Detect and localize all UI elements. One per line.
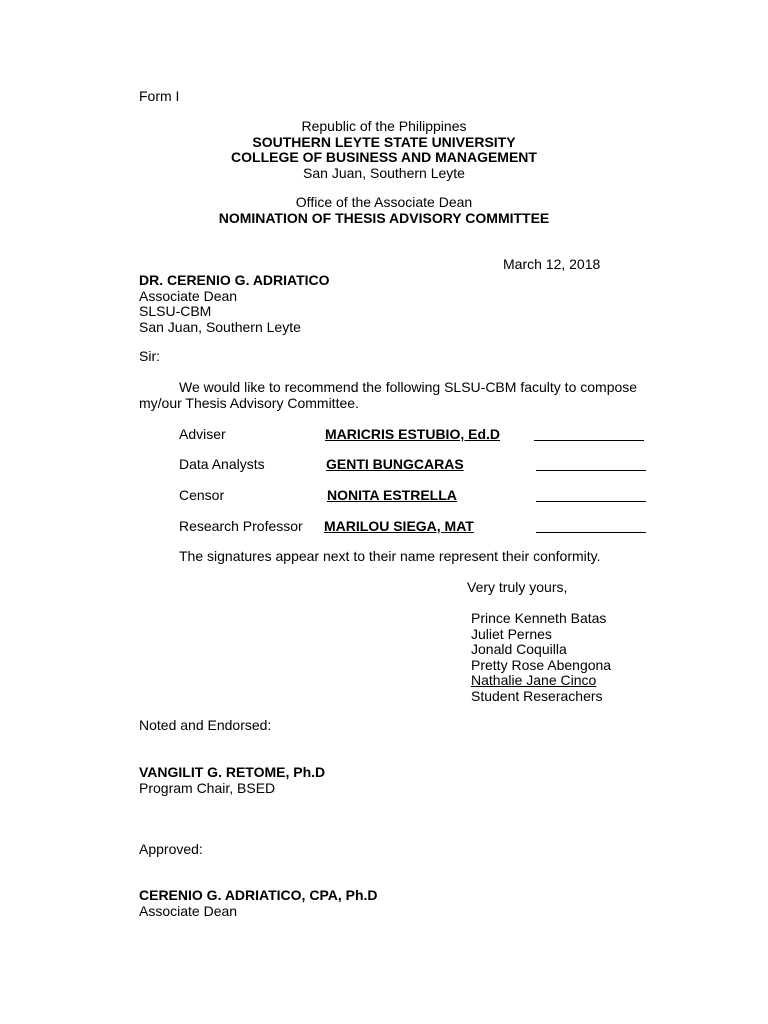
committee-role-research-professor: Research Professor — [179, 518, 303, 534]
signature-line-adviser — [534, 440, 644, 441]
addressee-name: DR. CERENIO G. ADRIATICO — [139, 272, 330, 288]
letter-date: March 12, 2018 — [503, 256, 601, 272]
addressee-position: Associate Dean — [139, 287, 238, 304]
committee-name-censor: NONITA ESTRELLA — [327, 487, 457, 503]
addressee-unit: SLSU-CBM — [139, 303, 212, 319]
noted-label: Noted and Endorsed: — [139, 717, 272, 733]
form-label: Form I — [139, 88, 180, 104]
republic-line: Republic of the Philippines — [301, 118, 467, 134]
committee-role-adviser: Adviser — [179, 426, 226, 442]
college-name: COLLEGE OF BUSINESS AND MANAGEMENT — [231, 149, 537, 165]
researcher-name: Juliet Pernes — [471, 625, 552, 642]
committee-name-adviser: MARICRIS ESTUBIO, Ed.D — [325, 426, 501, 442]
signature-line-censor — [536, 501, 646, 502]
approved-position: Associate Dean — [139, 903, 238, 919]
approved-name: CERENIO G. ADRIATICO, CPA, Ph.D — [139, 887, 378, 903]
body-line-1: We would like to recommend the following SLSU-CBM faculty to compose — [179, 379, 638, 395]
noted-name: VANGILIT G. RETOME, Ph.D — [139, 764, 326, 780]
noted-position: Program Chair, BSED — [139, 780, 276, 796]
office-line: Office of the Associate Dean — [295, 194, 473, 210]
researchers-list — [471, 611, 611, 704]
researcher-name: Prince Kenneth Batas — [471, 610, 607, 626]
conformity-note: The signatures appear next to their name represent their conformity. — [179, 548, 601, 564]
committee-name-data-analysts: GENTI BUNGCARAS — [326, 456, 464, 472]
committee-name-research-professor: MARILOU SIEGA, MAT — [324, 518, 474, 534]
university-name: SOUTHERN LEYTE STATE UNIVERSITY — [252, 133, 516, 150]
addressee-address: San Juan, Southern Leyte — [139, 318, 301, 335]
university-location: San Juan, Southern Leyte — [303, 164, 465, 181]
signature-line-data-analysts — [536, 470, 646, 471]
salutation: Sir: — [139, 348, 160, 364]
document-title: NOMINATION OF THESIS ADVISORY COMMITTEE — [218, 209, 550, 226]
addressee-block — [139, 273, 330, 335]
body-line-2: my/our Thesis Advisory Committee. — [139, 395, 359, 411]
researcher-name: Nathalie Jane Cinco — [471, 672, 597, 688]
signature-line-research-professor — [536, 532, 646, 533]
committee-role-data-analysts: Data Analysts — [179, 456, 265, 472]
approved-label: Approved: — [139, 841, 203, 857]
office-block — [0, 195, 768, 226]
researcher-name: Pretty Rose Abengona — [471, 656, 612, 673]
letterhead — [0, 119, 768, 181]
closing: Very truly yours, — [467, 579, 568, 595]
researchers-label: Student Reserachers — [471, 687, 603, 704]
committee-role-censor: Censor — [179, 487, 225, 503]
researcher-name: Jonald Coquilla — [471, 641, 567, 657]
